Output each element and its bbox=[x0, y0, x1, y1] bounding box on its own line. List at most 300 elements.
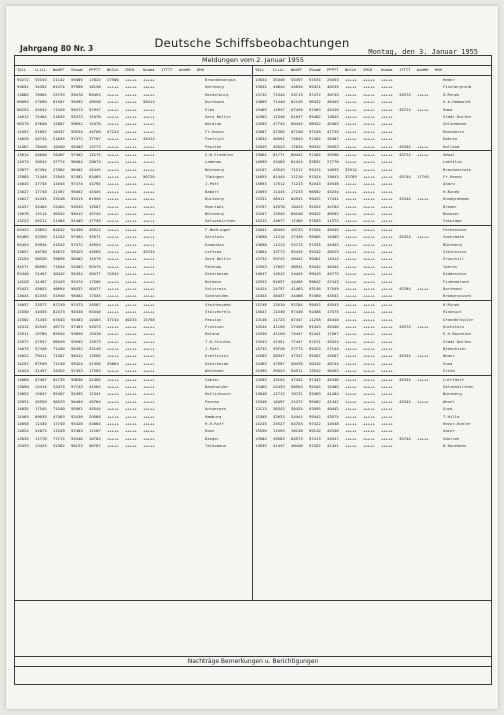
obs-code: 94535 bbox=[71, 203, 83, 209]
obs-code: +++++ bbox=[143, 159, 155, 165]
remarks-header: Nachträge Bemerkungen u. Berichtigungen bbox=[15, 656, 491, 667]
ship-name: Hollichanin bbox=[205, 391, 231, 397]
obs-code: +++++ bbox=[143, 368, 155, 374]
ship-name: Roma bbox=[443, 106, 453, 112]
obs-code: 10130 bbox=[291, 428, 303, 434]
obs-code: 94271 bbox=[17, 263, 29, 269]
obs-code: +++++ bbox=[125, 143, 137, 149]
obs-code: 42578 bbox=[273, 203, 285, 209]
obs-code: 99052 bbox=[71, 121, 83, 127]
obs-code: 47745 bbox=[35, 181, 47, 187]
obs-code: 11541 bbox=[89, 391, 101, 397]
ship-name: Gdelsen bbox=[443, 435, 460, 441]
obs-code: 13553 bbox=[255, 263, 267, 269]
obs-code: 45524 bbox=[89, 226, 101, 232]
obs-code: 45440 bbox=[327, 323, 339, 329]
obs-code: 15043 bbox=[327, 174, 339, 180]
obs-code: +++++ bbox=[345, 203, 357, 209]
obs-code: 81424 bbox=[291, 159, 303, 165]
obs-code: +++++ bbox=[107, 248, 119, 254]
obs-code: 21035 bbox=[53, 113, 65, 119]
obs-code: +++++ bbox=[107, 376, 119, 382]
ship-name: Hartburg bbox=[205, 84, 224, 90]
obs-code: +++++ bbox=[381, 285, 393, 291]
ship-name: Fonfrich bbox=[205, 136, 224, 142]
observation-row bbox=[17, 241, 253, 248]
obs-code: 99492 bbox=[71, 99, 83, 105]
obs-code: 55574 bbox=[89, 263, 101, 269]
obs-code: 97442 bbox=[309, 376, 321, 382]
column-header: VVwwW bbox=[71, 67, 83, 72]
obs-code: 07043 bbox=[53, 316, 65, 322]
obs-code: 45344 bbox=[399, 196, 411, 202]
obs-code: 64754 bbox=[291, 420, 303, 426]
obs-code: 13302 bbox=[17, 316, 29, 322]
obs-code: 46772 bbox=[53, 323, 65, 329]
obs-code: 52359 bbox=[35, 234, 47, 240]
obs-code: 94433 bbox=[17, 226, 29, 232]
obs-code: 97908 bbox=[71, 84, 83, 90]
obs-code: 41150 bbox=[273, 331, 285, 337]
obs-code: 47443 bbox=[327, 278, 339, 284]
obs-code: +++++ bbox=[345, 113, 357, 119]
obs-code: +++++ bbox=[363, 159, 375, 165]
obs-code: 40455 bbox=[327, 368, 339, 374]
obs-code: +++++ bbox=[381, 353, 393, 359]
obs-code: 20407 bbox=[53, 151, 65, 157]
obs-code: 13921 bbox=[17, 398, 29, 404]
obs-code: 47744 bbox=[273, 121, 285, 127]
column-header: bddHH bbox=[417, 67, 429, 72]
obs-code: +++++ bbox=[107, 106, 119, 112]
ship-name: Hiddestein bbox=[443, 271, 467, 277]
obs-code: +++++ bbox=[107, 159, 119, 165]
column-header: YQLL bbox=[255, 67, 265, 72]
obs-code: 14512 bbox=[273, 271, 285, 277]
obs-code: 48525 bbox=[327, 248, 339, 254]
obs-code: 45211 bbox=[35, 218, 47, 224]
observation-row bbox=[17, 188, 253, 195]
observation-row bbox=[17, 248, 253, 255]
ship-name: Gelsenkirchen bbox=[205, 218, 236, 224]
ship-name: E.H.Bockelen bbox=[443, 331, 472, 337]
obs-code: +++++ bbox=[107, 226, 119, 232]
obs-code: +++++ bbox=[381, 271, 393, 277]
obs-code: 24441 bbox=[291, 413, 303, 419]
obs-code: 01557 bbox=[291, 113, 303, 119]
obs-code: 61945 bbox=[89, 196, 101, 202]
ship-name: Kraftsvist bbox=[205, 353, 229, 359]
obs-code: 12542 bbox=[107, 271, 119, 277]
obs-code: +++++ bbox=[143, 241, 155, 247]
obs-code: +++++ bbox=[363, 99, 375, 105]
obs-code: +++++ bbox=[381, 293, 393, 299]
ship-name: Ferkestone bbox=[443, 226, 467, 232]
obs-code: 15405 bbox=[327, 384, 339, 390]
obs-code: 93473 bbox=[71, 113, 83, 119]
ship-name: Fr.Hanse bbox=[205, 128, 224, 134]
obs-code: 27773 bbox=[291, 346, 303, 352]
obs-code: +++++ bbox=[417, 196, 429, 202]
ship-name: Solstrais bbox=[205, 285, 227, 291]
obs-code: +++++ bbox=[143, 384, 155, 390]
observation-row bbox=[17, 158, 253, 165]
obs-code: 14437 bbox=[17, 203, 29, 209]
observation-row bbox=[17, 338, 253, 345]
observation-row bbox=[255, 226, 491, 233]
obs-code: 41441 bbox=[327, 443, 339, 449]
obs-code: +++++ bbox=[107, 301, 119, 307]
obs-code: 94672 bbox=[53, 248, 65, 254]
obs-code: 20507 bbox=[89, 301, 101, 307]
obs-code: 11553 bbox=[273, 428, 285, 434]
obs-code: 50554 bbox=[291, 384, 303, 390]
observation-row bbox=[17, 330, 253, 337]
obs-code: 20542 bbox=[35, 159, 47, 165]
obs-code: +++++ bbox=[381, 278, 393, 284]
obs-code: 49503 bbox=[273, 435, 285, 441]
obs-code: 13093 bbox=[255, 181, 267, 187]
obs-code: +++++ bbox=[125, 360, 137, 366]
obs-code: 97534 bbox=[309, 77, 321, 82]
obs-code: +++++ bbox=[381, 128, 393, 134]
obs-code: 11778 bbox=[35, 435, 47, 441]
obs-code: 48445 bbox=[273, 226, 285, 232]
obs-code: +++++ bbox=[125, 113, 137, 119]
obs-code: +++++ bbox=[143, 309, 155, 315]
obs-code: 80442 bbox=[291, 151, 303, 157]
obs-code: 14424 bbox=[17, 368, 29, 374]
obs-code: +++++ bbox=[107, 188, 119, 194]
obs-code: +++++ bbox=[345, 443, 357, 449]
ship-name: Nürnberg bbox=[443, 391, 462, 397]
obs-code: +++++ bbox=[363, 91, 375, 97]
obs-code: +++++ bbox=[381, 181, 393, 187]
obs-code: 11214 bbox=[273, 234, 285, 240]
obs-code: 26553 bbox=[327, 143, 339, 149]
ship-name: Parknau bbox=[205, 263, 222, 269]
obs-code: +++++ bbox=[125, 346, 137, 352]
column-header: CMCH bbox=[363, 67, 373, 72]
column-header: NhCLh bbox=[107, 67, 119, 72]
obs-code: 13707 bbox=[255, 203, 267, 209]
obs-code: 21407 bbox=[35, 271, 47, 277]
obs-code: 99402 bbox=[71, 188, 83, 194]
obs-code: +++++ bbox=[381, 420, 393, 426]
obs-code: 13544 bbox=[273, 211, 285, 217]
obs-code: 11258 bbox=[309, 316, 321, 322]
observation-row bbox=[255, 106, 491, 113]
ship-name: Kakrau bbox=[443, 136, 458, 142]
obs-code: +++++ bbox=[143, 181, 155, 187]
obs-code: 10413 bbox=[291, 203, 303, 209]
ship-name: Wesel bbox=[443, 398, 455, 404]
obs-code: +++++ bbox=[345, 271, 357, 277]
observation-row bbox=[255, 158, 491, 165]
obs-code: 13614 bbox=[17, 151, 29, 157]
obs-code: +++++ bbox=[143, 398, 155, 404]
obs-code: +++++ bbox=[143, 391, 155, 397]
obs-code: +++++ bbox=[345, 106, 357, 112]
obs-code: 14055 bbox=[255, 174, 267, 180]
obs-code: +++++ bbox=[107, 278, 119, 284]
observation-row bbox=[17, 345, 253, 352]
obs-code: 13093 bbox=[255, 188, 267, 194]
observation-row bbox=[255, 195, 491, 202]
obs-code: 91456 bbox=[71, 226, 83, 232]
obs-code: +++++ bbox=[345, 420, 357, 426]
obs-code: +++++ bbox=[107, 398, 119, 404]
ship-name: Luftfahrt bbox=[443, 376, 465, 382]
obs-code: 40745 bbox=[327, 91, 339, 97]
obs-code: 13035 bbox=[255, 443, 267, 449]
obs-code: 04552 bbox=[53, 226, 65, 232]
obs-code: 71944 bbox=[53, 263, 65, 269]
obs-code: 41564 bbox=[89, 384, 101, 390]
obs-code: 34492 bbox=[35, 84, 47, 90]
obs-code: +++++ bbox=[363, 234, 375, 240]
obs-code: 14245 bbox=[255, 420, 267, 426]
ship-name: Osterheide bbox=[205, 360, 229, 366]
obs-code: +++++ bbox=[363, 143, 375, 149]
obs-code: 15476 bbox=[89, 113, 101, 119]
obs-code: 45344 bbox=[399, 398, 411, 404]
obs-code: +++++ bbox=[143, 256, 155, 262]
column-header: HHH bbox=[197, 67, 204, 72]
obs-code: 13510 bbox=[273, 301, 285, 307]
section-title: Meldungen vom 2. Januar 1955 bbox=[15, 56, 491, 66]
ship-name: Guna bbox=[443, 406, 453, 412]
obs-code: 99254 bbox=[71, 128, 83, 134]
obs-code: 46694 bbox=[53, 285, 65, 291]
observation-row bbox=[17, 83, 253, 90]
obs-code: +++++ bbox=[143, 203, 155, 209]
obs-code: +++++ bbox=[107, 99, 119, 105]
obs-code: 45407 bbox=[327, 136, 339, 142]
column-headers-right bbox=[253, 66, 490, 75]
obs-code: 14058 bbox=[17, 420, 29, 426]
obs-code: 54064 bbox=[89, 420, 101, 426]
obs-code: +++++ bbox=[417, 285, 429, 291]
column-header-row bbox=[15, 66, 491, 76]
obs-code: 11549 bbox=[53, 428, 65, 434]
obs-code: 14628 bbox=[17, 136, 29, 142]
obs-code: +++++ bbox=[107, 91, 119, 97]
obs-code: 45744 bbox=[399, 435, 411, 441]
ship-name: Dortmund bbox=[443, 285, 462, 291]
obs-code: 40437 bbox=[273, 293, 285, 299]
ship-name: Gaier bbox=[443, 428, 455, 434]
obs-code: +++++ bbox=[143, 293, 155, 299]
ship-name: Steinhundeb bbox=[205, 301, 231, 307]
obs-code: +++++ bbox=[345, 368, 357, 374]
obs-code: 37557 bbox=[35, 338, 47, 344]
obs-code: +++++ bbox=[363, 398, 375, 404]
ship-name: Elbe bbox=[205, 106, 215, 112]
obs-code: +++++ bbox=[363, 428, 375, 434]
ship-name: Holbein bbox=[205, 278, 222, 284]
obs-code: 13034 bbox=[255, 77, 267, 82]
ship-name: Tübingen bbox=[205, 174, 224, 180]
observation-row bbox=[255, 263, 491, 270]
obs-code: +++++ bbox=[381, 234, 393, 240]
obs-code: +++++ bbox=[345, 285, 357, 291]
obs-code: 01474 bbox=[53, 84, 65, 90]
obs-code: 77174 bbox=[53, 435, 65, 441]
obs-code: 13585 bbox=[255, 376, 267, 382]
obs-code: 98432 bbox=[309, 99, 321, 105]
obs-code: 29453 bbox=[327, 77, 339, 82]
obs-code: 41404 bbox=[327, 391, 339, 397]
obs-code: 45744 bbox=[399, 174, 411, 180]
obs-code: 14254 bbox=[17, 256, 29, 262]
obs-code: 71540 bbox=[53, 406, 65, 412]
obs-code: +++++ bbox=[345, 413, 357, 419]
obs-code: 99425 bbox=[71, 248, 83, 254]
obs-code: 97474 bbox=[71, 181, 83, 187]
obs-code: 47456 bbox=[89, 360, 101, 366]
observation-row bbox=[255, 398, 491, 405]
obs-code: 17441 bbox=[327, 196, 339, 202]
observation-table bbox=[14, 55, 492, 685]
obs-code: +++++ bbox=[363, 443, 375, 449]
obs-code: +++++ bbox=[381, 301, 393, 307]
obs-code: +++++ bbox=[125, 428, 137, 434]
obs-code: +++++ bbox=[125, 106, 137, 112]
obs-code: 95407 bbox=[53, 391, 65, 397]
observation-row bbox=[255, 338, 491, 345]
obs-code: +++++ bbox=[345, 128, 357, 134]
obs-code: 44644 bbox=[273, 84, 285, 90]
obs-code: +++++ bbox=[125, 136, 137, 142]
obs-code: 43149 bbox=[89, 346, 101, 352]
obs-code: 44744 bbox=[35, 136, 47, 142]
obs-code: 24445 bbox=[291, 271, 303, 277]
obs-code: 95452 bbox=[71, 346, 83, 352]
obs-code: +++++ bbox=[345, 234, 357, 240]
obs-code: 48558 bbox=[89, 99, 101, 105]
observation-row bbox=[255, 278, 491, 285]
obs-code: +++++ bbox=[363, 84, 375, 90]
ship-name: J.Pott bbox=[205, 346, 220, 352]
ship-name: Brodgrosssen bbox=[443, 293, 472, 299]
obs-code: +++++ bbox=[363, 263, 375, 269]
ship-name: Ladenan bbox=[205, 159, 222, 165]
obs-code: +++++ bbox=[345, 278, 357, 284]
obs-code: 07494 bbox=[35, 166, 47, 172]
obs-code: 41403 bbox=[291, 285, 303, 291]
obs-code: 27144 bbox=[327, 346, 339, 352]
obs-code: 45596 bbox=[327, 151, 339, 157]
column-header: HHH bbox=[435, 67, 442, 72]
obs-code: +++++ bbox=[345, 331, 357, 337]
obs-code: +++++ bbox=[363, 391, 375, 397]
obs-code: 13064 bbox=[255, 248, 267, 254]
obs-code: +++++ bbox=[381, 211, 393, 217]
obs-code: 97494 bbox=[71, 234, 83, 240]
obs-code: +++++ bbox=[363, 113, 375, 119]
obs-code: 71445 bbox=[35, 316, 47, 322]
obs-code: +++++ bbox=[417, 323, 429, 329]
obs-code: 13465 bbox=[255, 384, 267, 390]
obs-code: 45052 bbox=[35, 285, 47, 291]
obs-code: +++++ bbox=[143, 128, 155, 134]
obs-code: 39056 bbox=[53, 256, 65, 262]
obs-code: 35446 bbox=[273, 77, 285, 82]
obs-code: 14548 bbox=[327, 420, 339, 426]
obs-code: 22945 bbox=[53, 174, 65, 180]
obs-code: +++++ bbox=[143, 84, 155, 90]
observation-row bbox=[255, 143, 491, 150]
obs-code: 97460 bbox=[309, 293, 321, 299]
obs-code: +++++ bbox=[345, 263, 357, 269]
obs-code: 53944 bbox=[35, 241, 47, 247]
ship-name: Andro bbox=[443, 181, 455, 187]
obs-code: +++++ bbox=[363, 181, 375, 187]
obs-code: 13348 bbox=[255, 398, 267, 404]
obs-code: 93502 bbox=[71, 338, 83, 344]
obs-code: 15785 bbox=[35, 331, 47, 337]
obs-code: +++++ bbox=[363, 151, 375, 157]
obs-code: 91443 bbox=[309, 323, 321, 329]
obs-code: +++++ bbox=[143, 106, 155, 112]
obs-code: 96379 bbox=[17, 121, 29, 127]
obs-code: +++++ bbox=[381, 309, 393, 315]
obs-code: 14099 bbox=[255, 159, 267, 165]
obs-code: +++++ bbox=[125, 406, 137, 412]
obs-code: 93050 bbox=[71, 331, 83, 337]
obs-code: 95423 bbox=[309, 346, 321, 352]
obs-code: +++++ bbox=[345, 121, 357, 127]
ship-name: Fischergrund bbox=[443, 84, 472, 90]
obs-code: 17034 bbox=[291, 143, 303, 149]
obs-code: 47774 bbox=[53, 159, 65, 165]
observation-row bbox=[255, 292, 491, 299]
obs-code: 11340 bbox=[273, 113, 285, 119]
obs-code: 96502 bbox=[309, 188, 321, 194]
obs-code: +++++ bbox=[125, 128, 137, 134]
obs-code: +++++ bbox=[107, 143, 119, 149]
obs-code: 45344 bbox=[399, 353, 411, 359]
obs-code: 07248 bbox=[291, 128, 303, 134]
obs-code: 14424 bbox=[255, 285, 267, 291]
obs-code: +++++ bbox=[363, 420, 375, 426]
observation-row bbox=[17, 91, 253, 98]
obs-code: 99470 bbox=[71, 91, 83, 97]
obs-code: 10497 bbox=[273, 398, 285, 404]
observation-row bbox=[255, 151, 491, 158]
ship-name: Rensberin bbox=[443, 128, 465, 134]
observation-row bbox=[255, 241, 491, 248]
obs-code: 14060 bbox=[17, 376, 29, 382]
obs-code: +++++ bbox=[345, 196, 357, 202]
obs-code: 97435 bbox=[309, 241, 321, 247]
obs-code: 44507 bbox=[327, 353, 339, 359]
obs-code: 17507 bbox=[327, 331, 339, 337]
obs-code: 17405 bbox=[291, 218, 303, 224]
obs-code: 47305 bbox=[273, 128, 285, 134]
ship-name: B.Kaufmann bbox=[443, 443, 467, 449]
obs-code: +++++ bbox=[143, 166, 155, 172]
obs-code: +++++ bbox=[363, 293, 375, 299]
ship-name: Ranz bbox=[205, 428, 215, 434]
obs-code: 13050 bbox=[17, 384, 29, 390]
obs-code: 13085 bbox=[17, 91, 29, 97]
obs-code: 49424 bbox=[327, 338, 339, 344]
ship-name: Cöbier bbox=[205, 376, 220, 382]
obs-code: +++++ bbox=[345, 406, 357, 412]
obs-code: 45254 bbox=[327, 188, 339, 194]
